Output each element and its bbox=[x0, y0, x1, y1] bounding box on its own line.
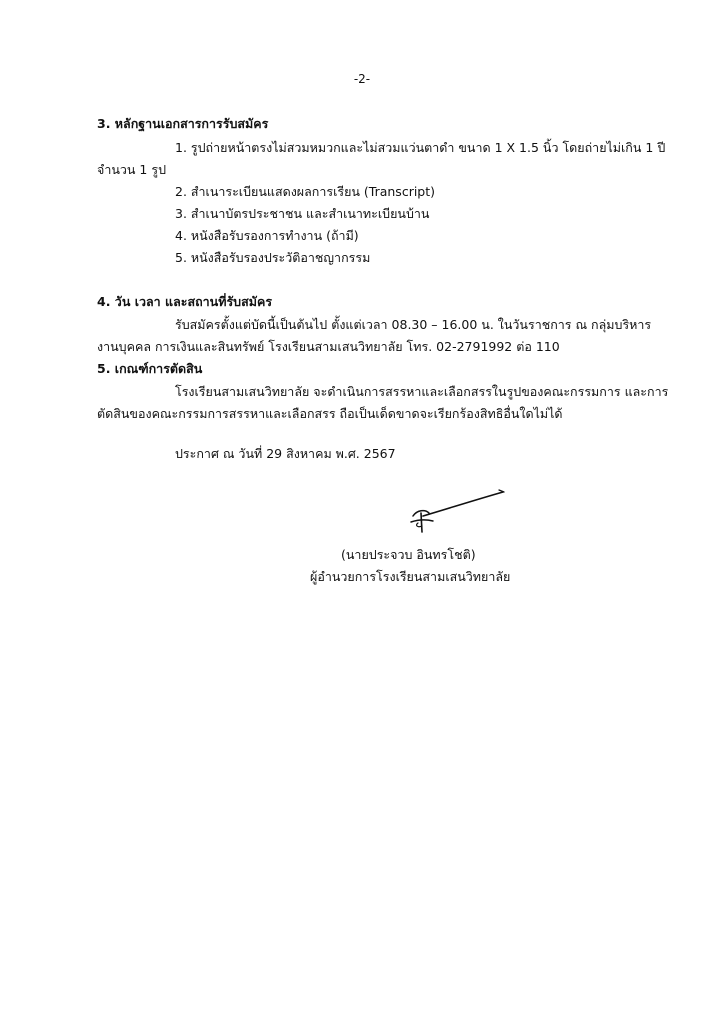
section-5-line-1: โรงเรียนสามเสนวิทยาลัย จะดำเนินการสรรหาและเลือกสรรในรูปของคณะกรรมการ และการ bbox=[175, 384, 669, 399]
handwritten-signature bbox=[405, 486, 515, 536]
section-4-line-2: งานบุคคล การเงินและสินทรัพย์ โรงเรียนสามเสนวิทยาลัย โทร. 02-2791992 ต่อ 110 bbox=[97, 339, 560, 354]
section-3-item-1: 1. รูปถ่ายหน้าตรงไม่สวมหมวกและไม่สวมแว่นตาดำ ขนาด 1 X 1.5 นิ้ว โดยถ่ายไม่เกิน 1 ปี bbox=[175, 140, 666, 155]
section-3-heading: 3. หลักฐานเอกสารการรับสมัคร bbox=[97, 116, 269, 131]
section-4-heading: 4. วัน เวลา และสถานที่รับสมัคร bbox=[97, 294, 273, 309]
section-3-item-1-continuation: จำนวน 1 รูป bbox=[97, 162, 167, 177]
section-3-item-3: 3. สำเนาบัตรประชาชน และสำเนาทะเบียนบ้าน bbox=[175, 206, 430, 221]
signatory-position: ผู้อำนวยการโรงเรียนสามเสนวิทยาลัย bbox=[310, 569, 511, 584]
announcement-date: ประกาศ ณ วันที่ 29 สิงหาคม พ.ศ. 2567 bbox=[175, 446, 396, 461]
section-5-line-2: ตัดสินของคณะกรรมการสรรหาและเลือกสรร ถือเป็นเด็ดขาดจะเรียกร้องสิทธิอื่นใดไม่ได้ bbox=[97, 406, 563, 421]
signatory-name: (นายประจวบ อินทรโชติ) bbox=[341, 547, 476, 562]
section-3-item-4: 4. หนังสือรับรองการทำงาน (ถ้ามี) bbox=[175, 228, 359, 243]
section-3-item-2: 2. สำเนาระเบียนแสดงผลการเรียน (Transcript) bbox=[175, 184, 436, 199]
page-number: -2- bbox=[353, 72, 371, 86]
section-3-item-5: 5. หนังสือรับรองประวัติอาชญากรรม bbox=[175, 250, 371, 265]
section-4-line-1: รับสมัครตั้งแต่บัดนี้เป็นต้นไป ตั้งแต่เวลา 08.30 – 16.00 น. ในวันราชการ ณ กลุ่มบริหาร bbox=[175, 317, 652, 332]
section-5-heading: 5. เกณฑ์การตัดสิน bbox=[97, 361, 203, 376]
